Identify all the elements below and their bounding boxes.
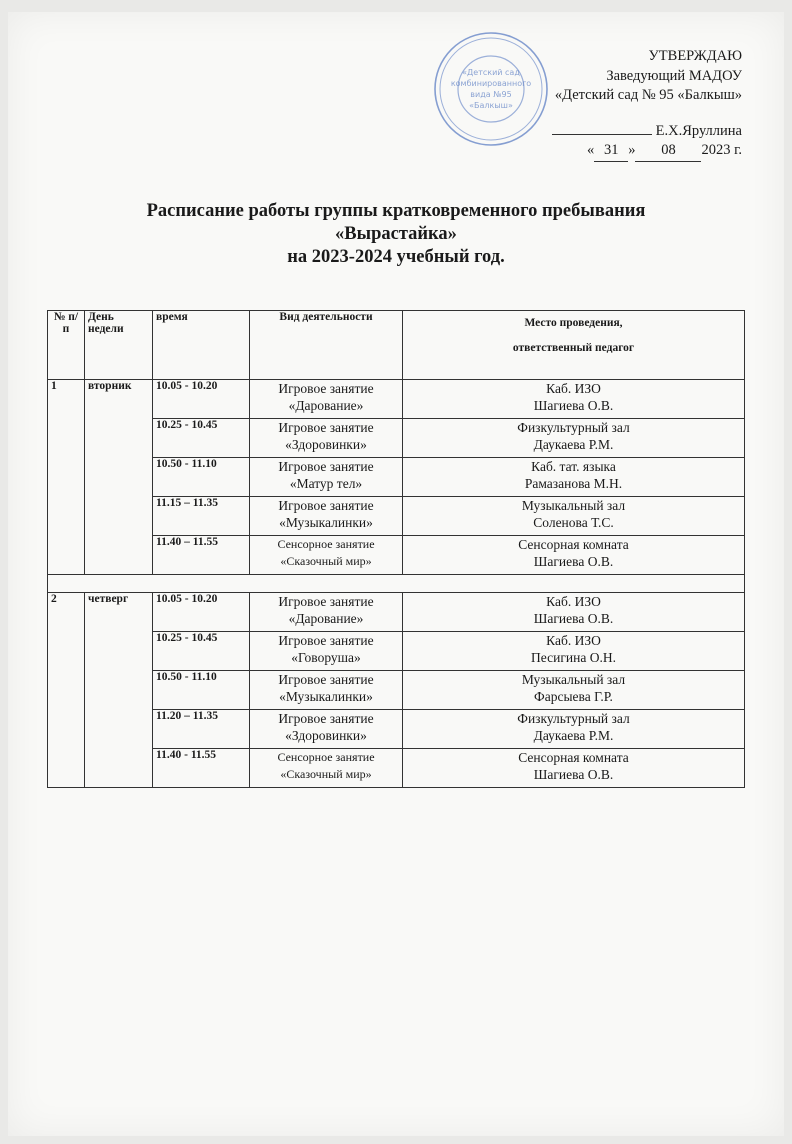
cell-time: 10.05 - 10.20 (153, 380, 250, 419)
approval-heading: УТВЕРЖДАЮ (648, 48, 742, 64)
approval-position: Заведующий МАДОУ (606, 67, 742, 84)
stamp-line-4: «Балкыш» (469, 101, 513, 110)
table-row (48, 671, 745, 710)
cell-activity (250, 419, 403, 458)
group-number: 1 (48, 380, 85, 575)
activity-type: Игровое занятие (278, 594, 374, 609)
cell-time: 11.15 – 11.35 (153, 497, 250, 536)
place-room: Сенсорная комната (518, 750, 629, 765)
cell-time: 10.25 - 10.45 (153, 632, 250, 671)
stamp-line-3: вида №95 (470, 90, 512, 99)
place-room: Музыкальный зал (521, 498, 626, 513)
table-row (48, 593, 745, 632)
activity-type: Игровое занятие (278, 711, 374, 726)
cell-activity (250, 632, 403, 671)
cell-time: 10.50 - 11.10 (153, 671, 250, 710)
date-day: 31 (594, 141, 628, 162)
activity-name: «Матур тел» (289, 476, 363, 491)
place-teacher: Песигина О.Н. (531, 650, 616, 665)
activity-name: «Дарование» (288, 611, 364, 626)
stamp-line-1: «Детский сад (462, 68, 520, 77)
place-teacher: Фарсыева Г.Р. (534, 689, 613, 704)
activity-type: Игровое занятие (278, 633, 374, 648)
header-place-line-1: Место проведения, (524, 317, 623, 329)
title-line-1: Расписание работы группы кратковременного пребывания (146, 201, 646, 221)
header-number: № п/п (48, 311, 85, 380)
place-room: Физкультурный зал (517, 420, 630, 435)
table-row (48, 632, 745, 671)
title-line-2: «Вырастайка» (335, 224, 457, 244)
activity-name: «Сказочный мир» (280, 554, 372, 568)
document-title (40, 200, 752, 269)
group-separator-row (48, 575, 745, 593)
place-room: Каб. ИЗО (546, 594, 601, 609)
cell-activity (250, 458, 403, 497)
cell-place (403, 536, 745, 575)
group-day: вторник (85, 380, 153, 575)
activity-type: Игровое занятие (278, 420, 374, 435)
approval-block (462, 47, 742, 162)
cell-activity (250, 593, 403, 632)
activity-name: «Музыкалинки» (279, 515, 373, 530)
schedule-table (47, 310, 745, 788)
place-teacher: Шагиева О.В. (533, 398, 614, 413)
cell-activity (250, 671, 403, 710)
place-room: Каб. ИЗО (546, 633, 601, 648)
cell-place (403, 593, 745, 632)
cell-place (403, 671, 745, 710)
cell-time: 11.20 – 11.35 (153, 710, 250, 749)
cell-activity (250, 710, 403, 749)
place-room: Физкультурный зал (517, 711, 630, 726)
table-header-row (48, 311, 745, 380)
activity-type: Игровое занятие (278, 381, 374, 396)
activity-type: Игровое занятие (278, 498, 374, 513)
place-teacher: Рамазанова М.Н. (524, 476, 623, 491)
activity-name: «Музыкалинки» (279, 689, 373, 704)
cell-place (403, 497, 745, 536)
cell-time: 11.40 - 11.55 (153, 749, 250, 788)
header-place (403, 311, 745, 380)
activity-type: Сенсорное занятие (277, 537, 375, 551)
activity-name: «Говоруша» (291, 650, 361, 665)
date-year: 2023 г. (701, 142, 742, 158)
place-teacher: Шагиева О.В. (533, 767, 614, 782)
table-row (48, 749, 745, 788)
header-day: День недели (85, 311, 153, 380)
activity-type: Сенсорное занятие (277, 750, 375, 764)
group-number: 2 (48, 593, 85, 788)
approval-date (462, 141, 742, 162)
cell-time: 10.05 - 10.20 (153, 593, 250, 632)
activity-type: Игровое занятие (278, 672, 374, 687)
date-month: 08 (635, 141, 701, 162)
approval-signature-line (462, 122, 742, 142)
place-room: Каб. ИЗО (546, 381, 601, 396)
table-row (48, 536, 745, 575)
approval-signer: Е.Х.Яруллина (655, 122, 742, 139)
title-line-3: на 2023-2024 учебный год. (287, 247, 505, 267)
table-row (48, 497, 745, 536)
table-row (48, 710, 745, 749)
place-room: Каб. тат. языка (531, 459, 616, 474)
cell-place (403, 710, 745, 749)
header-time: время (153, 311, 250, 380)
cell-time: 10.25 - 10.45 (153, 419, 250, 458)
place-teacher: Шагиева О.В. (533, 611, 614, 626)
table-row (48, 419, 745, 458)
cell-place (403, 632, 745, 671)
activity-name: «Здоровинки» (285, 437, 367, 452)
place-teacher: Даукаева Р.М. (533, 437, 614, 452)
separator-cell (48, 575, 745, 593)
activity-type: Игровое занятие (278, 459, 374, 474)
activity-name: «Сказочный мир» (280, 767, 372, 781)
place-teacher: Шагиева О.В. (533, 554, 614, 569)
stamp-line-2: комбинированного (450, 79, 532, 88)
table-row (48, 458, 745, 497)
cell-activity (250, 380, 403, 419)
date-open-quote: « (586, 142, 595, 158)
activity-name: «Здоровинки» (285, 728, 367, 743)
cell-place (403, 458, 745, 497)
header-place-line-2: ответственный педагог (512, 342, 635, 354)
cell-activity (250, 536, 403, 575)
approval-organization: «Детский сад № 95 «Балкыш» (554, 87, 742, 103)
place-teacher: Соленова Т.С. (533, 515, 614, 530)
cell-time: 10.50 - 11.10 (153, 458, 250, 497)
cell-activity (250, 497, 403, 536)
header-activity: Вид деятельности (250, 311, 403, 380)
cell-activity (250, 749, 403, 788)
activity-name: «Дарование» (288, 398, 364, 413)
group-day: четверг (85, 593, 153, 788)
cell-place (403, 749, 745, 788)
cell-place (403, 380, 745, 419)
place-room: Сенсорная комната (518, 537, 629, 552)
cell-time: 11.40 – 11.55 (153, 536, 250, 575)
table-row (48, 380, 745, 419)
date-close-quote: » (628, 142, 636, 158)
signature-blank (552, 134, 652, 135)
cell-place (403, 419, 745, 458)
place-room: Музыкальный зал (521, 672, 626, 687)
place-teacher: Даукаева Р.М. (533, 728, 614, 743)
